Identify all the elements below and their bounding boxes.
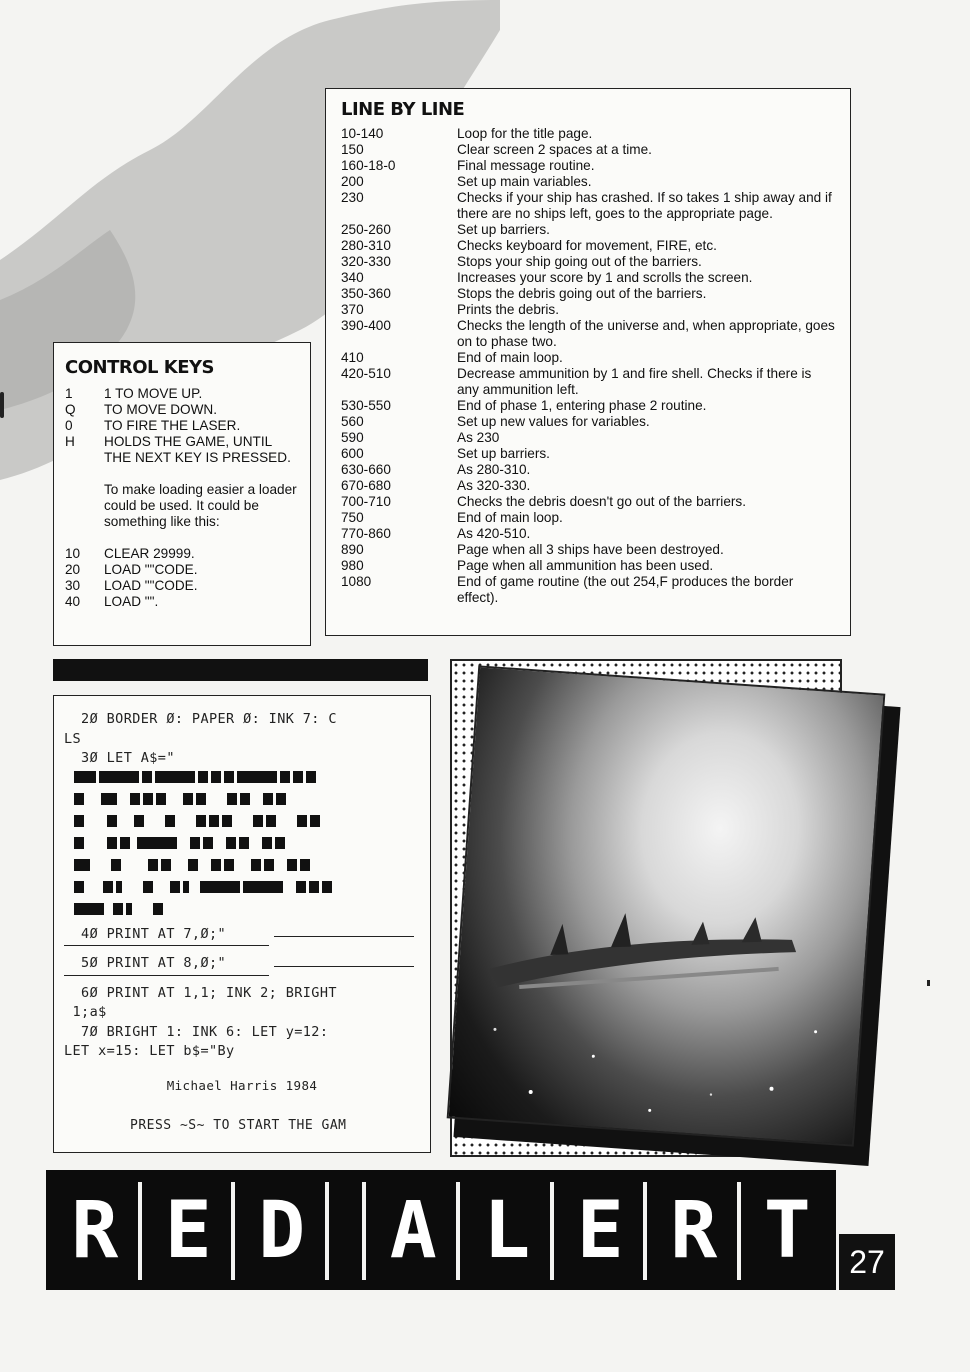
title-letter: R <box>651 1182 741 1280</box>
control-keys-heading: CONTROL KEYS <box>65 357 214 378</box>
line-by-line-row <box>341 270 836 286</box>
title-letter: D <box>239 1182 329 1280</box>
line-description: Stops your ship going out of the barriers. <box>457 254 702 269</box>
line-by-line-row <box>341 542 836 558</box>
line-range: 150 <box>341 142 364 157</box>
line-range: 980 <box>341 558 364 573</box>
line-range: 630-660 <box>341 462 391 477</box>
line-range: 890 <box>341 542 364 557</box>
line-by-line-row <box>341 430 836 446</box>
line-range: 390-400 <box>341 318 391 333</box>
underline-50b <box>64 975 269 976</box>
line-by-line-row <box>341 350 836 366</box>
line-range: 420-510 <box>341 366 391 381</box>
spaceship-explosion-photo <box>447 665 886 1146</box>
spaceship-illustration <box>449 667 886 1146</box>
line-by-line-row <box>341 398 836 414</box>
line-description: Prints the debris. <box>457 302 559 317</box>
line-by-line-panel <box>325 88 851 636</box>
loader-line-number: 40 <box>65 594 81 609</box>
loader-row <box>65 562 300 578</box>
line-range: 670-680 <box>341 478 391 493</box>
title-letter: L <box>464 1182 554 1280</box>
control-keys-list <box>65 386 300 466</box>
line-description: Loop for the title page. <box>457 126 593 141</box>
line-range: 200 <box>341 174 364 189</box>
line-by-line-row <box>341 142 836 158</box>
line-range: 370 <box>341 302 364 317</box>
underline-50a <box>274 966 414 967</box>
line-description: Clear screen 2 spaces at a time. <box>457 142 652 157</box>
loader-line-number: 10 <box>65 546 81 561</box>
line-range: 250-260 <box>341 222 391 237</box>
underline-40b <box>64 945 269 946</box>
line-by-line-row <box>341 286 836 302</box>
control-key-row <box>65 386 300 402</box>
line-description: Checks the debris doesn't go out of the barriers. <box>457 494 746 509</box>
line-range: 600 <box>341 446 364 461</box>
line-range: 560 <box>341 414 364 429</box>
loader-listing <box>65 546 300 610</box>
loader-line-number: 30 <box>65 578 81 593</box>
line-range: 590 <box>341 430 364 445</box>
listing-press-start: PRESS ~S~ TO START THE GAM <box>130 1118 347 1133</box>
line-by-line-row <box>341 558 836 574</box>
line-by-line-row <box>341 238 836 254</box>
line-range: 230 <box>341 190 364 205</box>
key-action: TO MOVE DOWN. <box>104 402 218 417</box>
line-by-line-row <box>341 302 836 318</box>
line-description: As 320-330. <box>457 478 531 493</box>
line-description: End of game routine (the out 254,F produces the border effect). <box>457 574 794 605</box>
line-description: As 280-310. <box>457 462 531 477</box>
loader-line-number: 20 <box>65 562 81 577</box>
loader-row <box>65 578 300 594</box>
title-space <box>333 1182 367 1280</box>
loader-note: To make loading easier a loader could be used. It could be something like this: <box>104 482 297 529</box>
title-letter: E <box>558 1182 648 1280</box>
line-description: Checks the length of the universe and, when appropriate, goes on to phase two. <box>457 318 835 349</box>
line-range: 750 <box>341 510 364 525</box>
speck-mark <box>927 980 930 986</box>
line-by-line-row <box>341 446 836 462</box>
line-description: Checks keyboard for movement, FIRE, etc. <box>457 238 717 253</box>
spaceship-photo-frame <box>422 659 842 1157</box>
control-key-row <box>65 402 300 418</box>
key-name: 0 <box>65 418 73 433</box>
page-number: 27 <box>839 1234 895 1290</box>
line-range: 340 <box>341 270 364 285</box>
line-by-line-row <box>341 190 836 222</box>
key-name: 1 <box>65 386 73 401</box>
key-action: HOLDS THE GAME, UNTIL THE NEXT KEY IS PRESSED. <box>104 434 291 465</box>
line-by-line-row <box>341 254 836 270</box>
line-description: As 230 <box>457 430 500 445</box>
line-description: Page when all 3 ships have been destroyed. <box>457 542 724 557</box>
line-description: Final message routine. <box>457 158 595 173</box>
listing-header-bar <box>53 659 428 681</box>
loader-row <box>65 594 300 610</box>
line-by-line-row <box>341 222 836 238</box>
line-by-line-row <box>341 414 836 430</box>
line-description: End of phase 1, entering phase 2 routine. <box>457 398 707 413</box>
key-name: H <box>65 434 75 449</box>
line-description: Set up barriers. <box>457 222 550 237</box>
listing-signature: Michael Harris 1984 <box>166 1077 318 1093</box>
key-name: Q <box>65 402 76 417</box>
graphics-block-art <box>74 771 420 920</box>
line-description: Set up new values for variables. <box>457 414 650 429</box>
line-range: 1080 <box>341 574 372 589</box>
control-key-row <box>65 418 300 434</box>
key-action: TO FIRE THE LASER. <box>104 418 241 433</box>
line-by-line-row <box>341 318 836 350</box>
listing-line-30: 3Ø LET A$=" <box>64 750 175 766</box>
line-description: Increases your score by 1 and scrolls the screen. <box>457 270 753 285</box>
title-letter: R <box>52 1182 142 1280</box>
line-by-line-list <box>341 126 836 606</box>
loader-row <box>65 546 300 562</box>
line-description: As 420-510. <box>457 526 531 541</box>
listing-line-20: 2Ø BORDER Ø: PAPER Ø: INK 7: C LS <box>64 711 337 747</box>
title-letter: E <box>146 1182 236 1280</box>
red-alert-title-banner <box>46 1170 836 1290</box>
control-key-row <box>65 434 300 466</box>
line-description: Set up barriers. <box>457 446 550 461</box>
line-by-line-row <box>341 126 836 142</box>
loader-code: LOAD ""CODE. <box>104 578 198 593</box>
line-range: 160-18-0 <box>341 158 396 173</box>
listing-line-40: 4Ø PRINT AT 7,Ø;" <box>64 925 227 942</box>
title-letter: A <box>370 1182 460 1280</box>
line-by-line-row <box>341 174 836 190</box>
line-by-line-row <box>341 478 836 494</box>
line-range: 770-860 <box>341 526 391 541</box>
loader-code: LOAD "". <box>104 594 159 609</box>
underline-40a <box>274 936 414 937</box>
line-by-line-row <box>341 158 836 174</box>
listing-line-70: 7Ø BRIGHT 1: INK 6: LET y=12: LET x=15: LET b$="By <box>64 1023 329 1059</box>
line-description: Checks if your ship has crashed. If so takes 1 ship away and if there are no ships left, goes to the appropriate page. <box>457 190 832 221</box>
line-range: 700-710 <box>341 494 391 509</box>
line-description: Page when all ammunition has been used. <box>457 558 714 573</box>
control-keys-panel <box>53 342 311 646</box>
loader-code: LOAD ""CODE. <box>104 562 198 577</box>
program-listing-panel <box>53 695 431 1153</box>
line-range: 410 <box>341 350 364 365</box>
line-range: 350-360 <box>341 286 391 301</box>
line-description: End of main loop. <box>457 510 563 525</box>
line-by-line-row <box>341 366 836 398</box>
line-range: 10-140 <box>341 126 384 141</box>
title-letter: T <box>763 1186 811 1276</box>
line-by-line-row <box>341 462 836 478</box>
title-letters <box>52 1182 830 1280</box>
line-description: Stops the debris going out of the barriers. <box>457 286 707 301</box>
line-range: 320-330 <box>341 254 391 269</box>
margin-mark <box>0 392 4 418</box>
line-description: Decrease ammunition by 1 and fire shell. Checks if there is any ammunition left. <box>457 366 812 397</box>
line-description: End of main loop. <box>457 350 563 365</box>
line-description: Set up main variables. <box>457 174 592 189</box>
line-range: 530-550 <box>341 398 391 413</box>
line-by-line-row <box>341 494 836 510</box>
line-by-line-row <box>341 574 836 606</box>
loader-code: CLEAR 29999. <box>104 546 195 561</box>
listing-line-50: 5Ø PRINT AT 8,Ø;" <box>64 955 227 971</box>
line-by-line-heading: LINE BY LINE <box>341 99 465 120</box>
listing-line-60: 6Ø PRINT AT 1,1; INK 2; BRIGHT 1;a$ <box>72 984 337 1020</box>
key-action: 1 TO MOVE UP. <box>104 386 203 401</box>
line-by-line-row <box>341 510 836 526</box>
line-range: 280-310 <box>341 238 391 253</box>
line-by-line-row <box>341 526 836 542</box>
